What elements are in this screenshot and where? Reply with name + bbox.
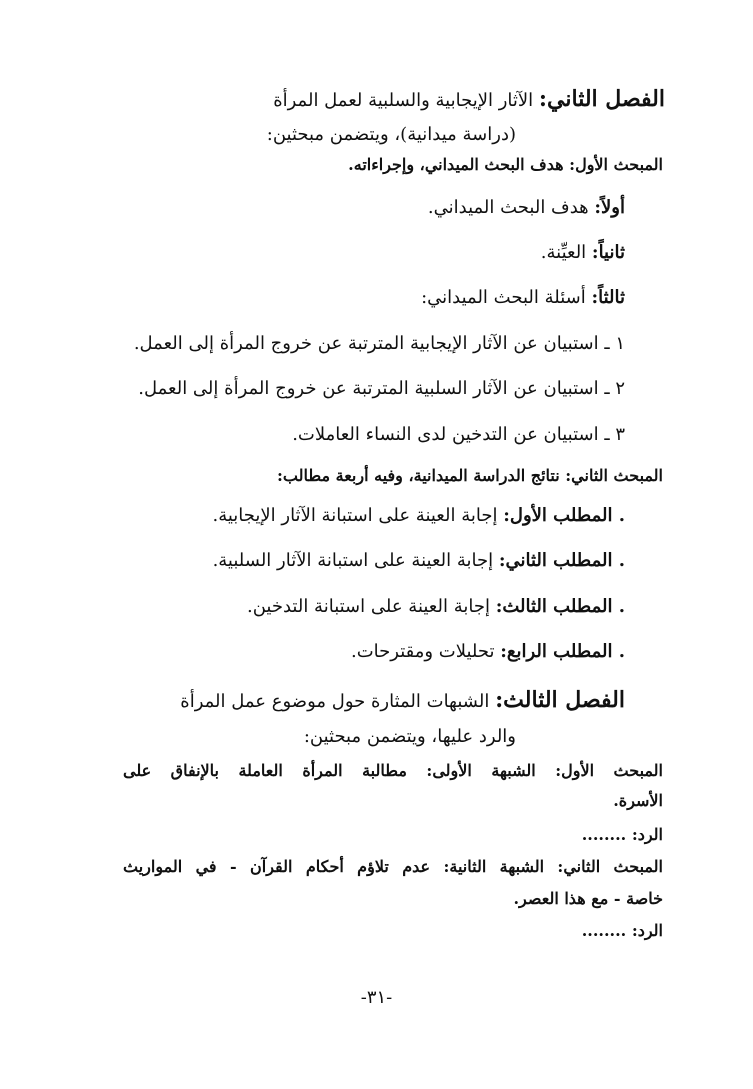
ch3-section-2-heading: المبحث الثاني: الشبهة الثانية: عدم تلاؤم أحكام القرآن - في المواريث [123,857,663,876]
chapter-2-title [120,86,665,114]
ch2-s1-question-3: ٣ ـ استبيان عن التدخين لدى النساء العاملات. [292,424,625,445]
item-label: . المطلب الثالث: [495,596,625,617]
item-label: . المطلب الأول: [503,505,625,526]
item-label: . المطلب الرابع: [500,641,625,662]
ch2-s1-item-1 [428,195,625,221]
item-label: ثالثاً: [591,287,625,308]
ch3-section-2-reply: الرد: ........ [581,921,663,940]
ch2-s2-item-3 [247,594,625,620]
ch3-section-1-heading-cont: الأسرة. [613,791,663,810]
chapter-2-title-text: الآثار الإيجابية والسلبية لعمل المرأة [273,90,534,111]
item-label: أولاً: [594,197,625,218]
chapter-2-label: الفصل الثاني: [538,86,665,112]
page-number: -٣١- [360,987,393,1008]
chapter-3-label: الفصل الثالث: [495,687,625,713]
item-text: أسئلة البحث الميداني: [421,287,586,308]
item-text: إجابة العينة على استبانة الآثار السلبية. [212,550,494,571]
ch2-s1-item-2 [541,240,625,266]
ch2-s1-question-1: ١ ـ استبيان عن الآثار الإيجابية المترتبة عن خروج المرأة إلى العمل. [133,333,625,354]
item-text: إجابة العينة على استبانة التدخين. [246,596,490,617]
chapter-3-title-text: الشبهات المثارة حول موضوع عمل المرأة [180,691,490,712]
item-text: تحليلات ومقترحات. [351,641,495,662]
ch2-section-2-heading: المبحث الثاني: نتائج الدراسة الميدانية، وفيه أربعة مطالب: [277,466,663,485]
ch2-s2-item-1 [212,503,625,529]
ch3-section-1-reply: الرد: ........ [581,825,663,844]
ch2-section-1-heading: المبحث الأول: هدف البحث الميداني، وإجراءاته. [348,155,663,174]
ch2-s2-item-2 [213,548,625,574]
item-text: إجابة العينة على استبانة الآثار الإيجابية. [212,505,498,526]
ch2-s1-item-3 [421,285,625,311]
chapter-3-title [120,687,625,715]
item-text: هدف البحث الميداني. [427,197,589,218]
item-label: ثانياً: [591,242,625,263]
ch3-section-2-heading-cont: خاصة - مع هذا العصر. [513,889,663,908]
item-text: العيِّنة. [540,242,587,263]
chapter-2-subtitle: (دراسة ميدانية)، ويتضمن مبحثين: [266,124,516,145]
ch3-section-1-heading: المبحث الأول: الشبهة الأولى: مطالبة المرأة العاملة بالإنفاق على [123,761,663,780]
ch2-s2-item-4 [351,639,625,665]
item-label: . المطلب الثاني: [498,550,625,571]
ch2-s1-question-2: ٢ ـ استبيان عن الآثار السلبية المترتبة عن خروج المرأة إلى العمل. [138,378,625,399]
chapter-3-subtitle: والرد عليها، ويتضمن مبحثين: [303,726,516,747]
